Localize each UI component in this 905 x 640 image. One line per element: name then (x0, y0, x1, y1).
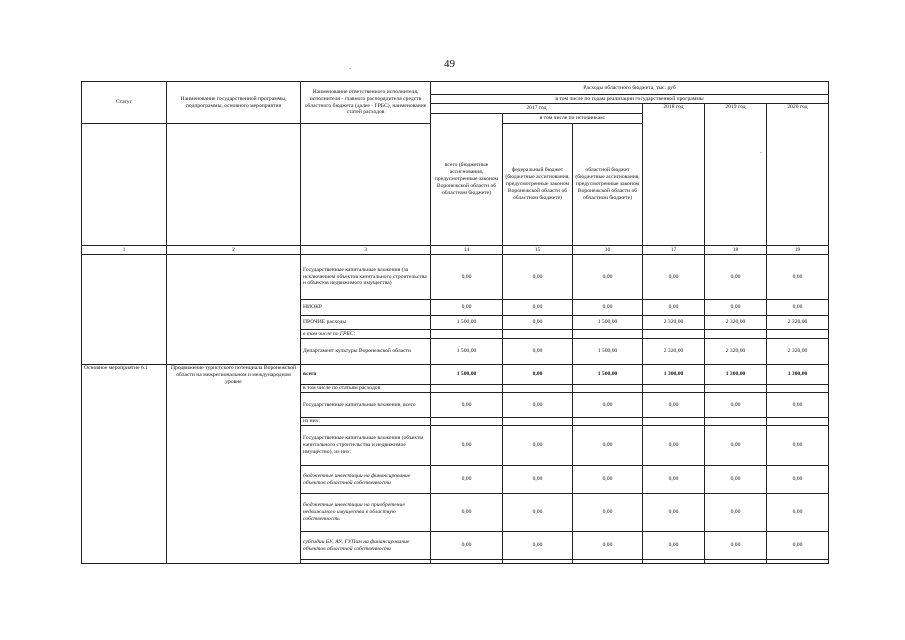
value-cell: 1 500,00 (573, 339, 643, 365)
header-executor-blank (301, 124, 431, 246)
header-by-years: в том числе по годам реализации государственной программы (431, 95, 829, 104)
value-cell: 0,00 (431, 466, 503, 494)
empty-cell (767, 418, 829, 426)
value-cell: 1 500,00 (431, 339, 503, 365)
value-cell: 0,00 (643, 426, 705, 466)
row-label: всего (301, 365, 431, 385)
empty-cell (503, 560, 573, 564)
value-cell: 0,00 (503, 532, 573, 560)
value-cell: 0,00 (643, 532, 705, 560)
empty-cell (431, 418, 503, 426)
row-label: в том числе по ГРБС: (301, 330, 431, 339)
value-cell: 0,00 (573, 466, 643, 494)
empty-cell (573, 385, 643, 393)
value-cell: 0,00 (503, 365, 573, 385)
value-cell: 0,00 (431, 494, 503, 532)
value-cell: 0,00 (573, 532, 643, 560)
value-cell: 0,00 (573, 393, 643, 418)
col-number: 17 (643, 246, 705, 255)
row-label: Государственные капитальные вложения (за исключением объектов капитального строительства и объектов недвижимого имущества) (301, 255, 431, 300)
header-program-name: Наименование государственной программы, подпрограммы, основного мероприятия (167, 82, 301, 124)
column-numbers-row (82, 246, 829, 255)
empty-cell (705, 330, 767, 339)
empty-cell (573, 418, 643, 426)
row-label: субсидии БУ, АУ, ГУПам на финансирование объектов областной собственности (301, 532, 431, 560)
col-number: 15 (503, 246, 573, 255)
empty-cell (767, 385, 829, 393)
value-cell: 0,00 (573, 426, 643, 466)
empty-cell (767, 560, 829, 564)
value-cell: 2 320,00 (643, 339, 705, 365)
value-cell: 0,00 (503, 393, 573, 418)
value-cell: 1 300,00 (705, 365, 767, 385)
value-cell: 0,00 (767, 494, 829, 532)
budget-table (81, 81, 829, 564)
table-row (82, 255, 829, 300)
empty-cell (643, 385, 705, 393)
value-cell: 0,00 (705, 466, 767, 494)
row-label: в том числе по статьям расходов (301, 385, 431, 393)
table-row (82, 365, 829, 385)
value-cell: 0,00 (767, 300, 829, 316)
header-by-sources: в том числе по источникам: (503, 114, 643, 124)
empty-cell (503, 418, 573, 426)
scan-mark: . (760, 146, 762, 155)
value-cell: 0,00 (573, 300, 643, 316)
value-cell: 0,00 (431, 426, 503, 466)
value-cell: 2 320,00 (767, 339, 829, 365)
value-cell: 2 320,00 (643, 316, 705, 330)
value-cell: 0,00 (573, 255, 643, 300)
empty-status-cell (82, 255, 167, 365)
header-federal-col: федеральный бюджет (бюджетные ассигнования, предусмотренные законом Воронежской области об областном бюджете) (503, 124, 573, 246)
header-year-2018: 2018 год (643, 104, 705, 246)
value-cell: 0,00 (767, 532, 829, 560)
header-status: Статус (82, 82, 167, 124)
value-cell: 0,00 (503, 316, 573, 330)
value-cell: 0,00 (705, 393, 767, 418)
value-cell: 0,00 (503, 255, 573, 300)
value-cell: 0,00 (643, 255, 705, 300)
measure-status: Основное мероприятие 6.1 (82, 365, 167, 564)
header-expenses-title: Расходы областного бюджета, тыс. руб (431, 82, 829, 95)
header-year-2020: 2020 год (767, 104, 829, 246)
col-number: 14 (431, 246, 503, 255)
empty-cell (503, 330, 573, 339)
value-cell: 0,00 (705, 494, 767, 532)
value-cell: 0,00 (431, 532, 503, 560)
value-cell: 0,00 (705, 532, 767, 560)
row-label: Государственные капитальные вложения (объекты капитального строительства и недвижимое имущество), из них: (301, 426, 431, 466)
empty-cell (573, 560, 643, 564)
empty-cell (431, 385, 503, 393)
empty-cell (573, 330, 643, 339)
row-label: бюджетные инвестиции на приобретение недвижимого имущества в областную собственность (301, 494, 431, 532)
value-cell: 0,00 (573, 494, 643, 532)
row-label: бюджетные инвестиции на финансирование объектов областной собственности (301, 466, 431, 494)
value-cell: 0,00 (705, 426, 767, 466)
header-year-2017: 2017 год (431, 104, 643, 114)
value-cell: 0,00 (643, 466, 705, 494)
row-label: Государственные капитальные вложения, всего (301, 393, 431, 418)
col-number: 19 (767, 246, 829, 255)
value-cell: 0,00 (503, 426, 573, 466)
value-cell: 0,00 (431, 300, 503, 316)
col-number: 1 (82, 246, 167, 255)
value-cell: 1 500,00 (573, 316, 643, 330)
header-total-col: всего (бюджетные ассигнования, предусмотренные законом Воронежской области об областном бюджете) (431, 114, 503, 246)
row-label: Департамент культуры Воронежской области (301, 339, 431, 365)
value-cell: 0,00 (767, 255, 829, 300)
value-cell: 0,00 (431, 393, 503, 418)
value-cell: 0,00 (643, 300, 705, 316)
value-cell: 2 320,00 (705, 339, 767, 365)
value-cell: 0,00 (431, 255, 503, 300)
col-number: 16 (573, 246, 643, 255)
value-cell: 0,00 (767, 426, 829, 466)
col-number: 18 (705, 246, 767, 255)
value-cell: 0,00 (503, 466, 573, 494)
value-cell: 0,00 (503, 339, 573, 365)
value-cell: 0,00 (643, 393, 705, 418)
col-number: 3 (301, 246, 431, 255)
header-status-blank (82, 124, 167, 246)
header-regional-col: областной бюджет (бюджетные ассигнования, предусмотренные законом Воронежской области об областном бюджете) (573, 124, 643, 246)
row-label: из них: (301, 418, 431, 426)
value-cell: 0,00 (705, 255, 767, 300)
empty-cell (705, 560, 767, 564)
value-cell: 2 320,00 (767, 316, 829, 330)
value-cell: 0,00 (503, 300, 573, 316)
value-cell: 0,00 (705, 300, 767, 316)
header-year-2019: 2019 год (705, 104, 767, 246)
col-number: 2 (167, 246, 301, 255)
value-cell: 2 320,00 (705, 316, 767, 330)
row-label: ПРОЧИЕ расходы (301, 316, 431, 330)
value-cell: 1 300,00 (767, 365, 829, 385)
scan-mark: . (349, 62, 351, 71)
measure-name: Продвижение туристского потенциала Воронежской области на межрегиональном и международном уровне (167, 365, 301, 564)
empty-cell (643, 418, 705, 426)
value-cell: 0,00 (643, 494, 705, 532)
value-cell: 1 500,00 (573, 365, 643, 385)
value-cell: 1 500,00 (431, 316, 503, 330)
empty-cell (643, 560, 705, 564)
empty-cell (705, 418, 767, 426)
value-cell: 0,00 (503, 494, 573, 532)
empty-cell (503, 385, 573, 393)
empty-name-cell (167, 255, 301, 365)
header-executor: Наименование ответственного исполнителя, исполнителя - главного распорядителя средств областного бюджета (далее - ГРБС), наименование статей расходов (301, 82, 431, 124)
empty-cell (431, 330, 503, 339)
value-cell: 0,00 (767, 466, 829, 494)
value-cell: 0,00 (767, 393, 829, 418)
empty-cell (643, 330, 705, 339)
page-number: 49 (444, 58, 455, 70)
row-label: НИОКР (301, 300, 431, 316)
header-program-blank (167, 124, 301, 246)
empty-cell (705, 385, 767, 393)
value-cell: 1 500,00 (431, 365, 503, 385)
value-cell: 1 300,00 (643, 365, 705, 385)
empty-cell (431, 560, 503, 564)
empty-cell (767, 330, 829, 339)
row-label (301, 560, 431, 564)
